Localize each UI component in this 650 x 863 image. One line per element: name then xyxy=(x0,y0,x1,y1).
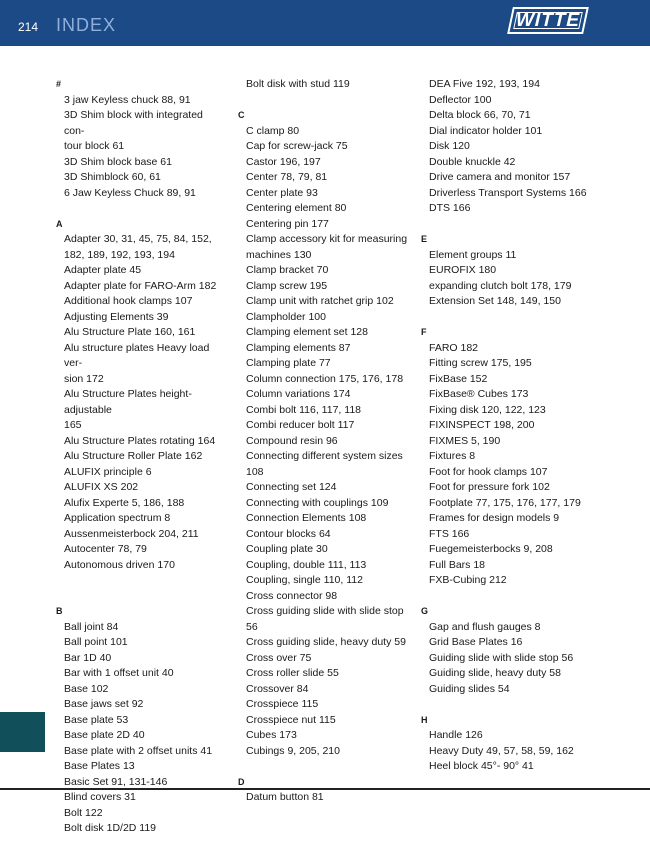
index-entry: FXB-Cubing 212 xyxy=(429,574,507,586)
index-entry: Bolt disk 1D/2D 119 xyxy=(64,822,157,834)
index-entry: FixBase 152 xyxy=(429,372,488,385)
index-entry: Autonomous driven 170 xyxy=(64,558,175,571)
index-entry: Column variations 174 xyxy=(246,388,351,400)
index-letter-heading: D xyxy=(238,776,245,787)
index-letter-heading: H xyxy=(421,714,428,725)
index-entry: machines 130 xyxy=(246,248,312,261)
index-entry: Cross connector 98 xyxy=(246,589,338,602)
index-entry: Handle 126 xyxy=(429,729,483,741)
index-group xyxy=(421,232,621,310)
index-group xyxy=(56,604,224,837)
index-entry: Alu Structure Plates rotating 164 xyxy=(64,434,216,447)
index-letter-heading: # xyxy=(56,79,62,89)
index-entry: Gap and flush gauges 8 xyxy=(429,620,541,633)
index-entry: Fixtures 8 xyxy=(429,450,476,462)
index-group xyxy=(421,713,621,775)
index-entry: FIXMES 5, 190 xyxy=(429,434,501,447)
index-entry: Blind covers 31 xyxy=(64,791,136,803)
index-entry: Connection Elements 108 xyxy=(246,512,367,524)
logo-text: WITTE xyxy=(515,9,581,31)
index-entry: Double knuckle 42 xyxy=(429,155,516,168)
index-group xyxy=(56,77,224,201)
index-entry: Foot for pressure fork 102 xyxy=(429,481,550,493)
index-entry: Additional hook clamps 107 xyxy=(64,295,193,307)
index-entry: Fitting screw 175, 195 xyxy=(429,357,532,369)
index-entry: 3D Shim block with integrated con- xyxy=(64,109,203,137)
index-entry: Cross guiding slide with slide stop 56 xyxy=(246,605,404,633)
index-entry: Coupling plate 30 xyxy=(246,543,328,555)
index-entry: Connecting set 124 xyxy=(246,481,337,493)
index-entry: Castor 196, 197 xyxy=(246,155,321,168)
index-entry: 3D Shimblock 60, 61 xyxy=(64,171,161,183)
index-entry: Cross over 75 xyxy=(246,651,312,664)
index-entry: Full Bars 18 xyxy=(429,558,486,571)
index-letter-heading: A xyxy=(56,218,63,229)
index-entry: Crosspiece 115 xyxy=(246,698,319,710)
index-entry: Cubes 173 xyxy=(246,729,297,741)
index-entry: Base plate 2D 40 xyxy=(64,729,145,741)
index-entry: Application spectrum 8 xyxy=(64,512,171,524)
index-entry: Center plate 93 xyxy=(246,186,318,199)
index-group xyxy=(238,775,416,806)
index-entry: Centering pin 177 xyxy=(246,217,329,230)
index-entry: FIXINSPECT 198, 200 xyxy=(429,419,535,431)
index-entry: Delta block 66, 70, 71 xyxy=(429,109,531,121)
index-entry: Frames for design models 9 xyxy=(429,512,560,524)
index-entry: Deflector 100 xyxy=(429,93,492,106)
index-entry: ALUFIX principle 6 xyxy=(64,465,152,478)
index-entry: Guiding slide with slide stop 56 xyxy=(429,651,574,664)
index-letter-heading: B xyxy=(56,606,63,616)
index-entry: Clamp bracket 70 xyxy=(246,264,329,276)
index-letter-heading: G xyxy=(421,606,429,616)
index-entry: Guiding slides 54 xyxy=(429,682,510,695)
index-entry: Alu structure plates Heavy load ver- xyxy=(64,341,210,369)
index-entry: Bar 1D 40 xyxy=(64,651,112,664)
index-entry: tour block 61 xyxy=(64,140,125,152)
index-entry: sion 172 xyxy=(64,372,104,385)
index-entry: 3 jaw Keyless chuck 88, 91 xyxy=(64,93,191,106)
index-entry: Grid Base Plates 16 xyxy=(429,636,523,648)
index-entry: Element groups 11 xyxy=(429,248,517,261)
index-group xyxy=(421,77,621,217)
index-entry: FixBase® Cubes 173 xyxy=(429,388,529,400)
footer-rule xyxy=(0,788,650,790)
index-entry: EUROFIX 180 xyxy=(429,264,497,276)
index-entry: Ball joint 84 xyxy=(64,620,119,633)
index-entry: Ball point 101 xyxy=(64,636,128,648)
index-entry xyxy=(56,573,224,589)
index-entry: Alu Structure Plate 160, 161 xyxy=(64,326,196,338)
index-column-3 xyxy=(421,77,621,790)
index-entry: Adjusting Elements 39 xyxy=(64,310,169,323)
index-entry: Compound resin 96 xyxy=(246,434,338,447)
index-entry: Clamp accessory kit for measuring xyxy=(246,233,408,245)
index-entry: Aussenmeisterbock 204, 211 xyxy=(64,527,199,540)
index-entry: Disk 120 xyxy=(429,140,470,152)
index-group xyxy=(238,108,416,759)
index-entry: 6 Jaw Keyless Chuck 89, 91 xyxy=(64,186,196,199)
index-entry: Cap for screw-jack 75 xyxy=(246,140,348,152)
index-entry: 165 xyxy=(64,419,82,431)
index-entry: Base 102 xyxy=(64,682,109,695)
index-entry: Coupling, single 110, 112 xyxy=(246,574,363,586)
index-entry: Heel block 45°- 90° 41 xyxy=(429,760,534,772)
index-entry: Base plate 53 xyxy=(64,713,129,726)
index-entry: Center 78, 79, 81 xyxy=(246,171,328,183)
index-letter-heading: E xyxy=(421,234,428,244)
index-group xyxy=(238,77,416,93)
index-entry: Adapter plate for FARO-Arm 182 xyxy=(64,279,217,292)
chapter-tab xyxy=(0,712,45,752)
index-entry: Fixing disk 120, 122, 123 xyxy=(429,403,546,416)
page-header xyxy=(0,0,650,46)
index-entry: Clamping plate 77 xyxy=(246,357,331,369)
index-entry: Clampholder 100 xyxy=(246,310,326,323)
index-entry: Guiding slide, heavy duty 58 xyxy=(429,667,561,679)
index-entry: Drive camera and monitor 157 xyxy=(429,171,571,183)
index-entry: Cubings 9, 205, 210 xyxy=(246,744,340,757)
index-entry: Centering element 80 xyxy=(246,202,347,214)
index-letter-heading: C xyxy=(238,110,245,120)
index-letter-heading: F xyxy=(421,327,427,337)
index-entry: DEA Five 192, 193, 194 xyxy=(429,78,540,90)
index-entry: Combi reducer bolt 117 xyxy=(246,419,355,431)
index-entry: Base jaws set 92 xyxy=(64,698,144,710)
index-entry: Cross roller slide 55 xyxy=(246,667,339,679)
index-entry: Alu Structure Plates height-adjustable xyxy=(64,388,192,416)
index-entry: DTS 166 xyxy=(429,202,471,214)
index-entry: Cross guiding slide, heavy duty 59 xyxy=(246,636,406,648)
index-column-1 xyxy=(56,77,224,852)
index-entry: Bolt disk with stud 119 xyxy=(246,78,350,90)
index-entry: Driverless Transport Systems 166 xyxy=(429,186,587,199)
index-entry: Heavy Duty 49, 57, 58, 59, 162 xyxy=(429,744,574,757)
index-entry: 3D Shim block base 61 xyxy=(64,155,172,168)
index-entry: Clamp screw 195 xyxy=(246,279,328,292)
index-column-2 xyxy=(238,77,416,821)
index-entry: FTS 166 xyxy=(429,527,470,540)
index-entry: Crossover 84 xyxy=(246,682,309,695)
index-entry: Extension Set 148, 149, 150 xyxy=(429,295,561,307)
index-entry: Autocenter 78, 79 xyxy=(64,543,147,555)
index-entry: Combi bolt 116, 117, 118 xyxy=(246,403,361,416)
index-entry: Alu Structure Roller Plate 162 xyxy=(64,450,203,462)
section-title: INDEX xyxy=(56,15,117,35)
index-entry: FARO 182 xyxy=(429,341,479,354)
index-entry: 182, 189, 192, 193, 194 xyxy=(64,248,175,261)
index-entry: Base plate with 2 offset units 41 xyxy=(64,744,213,757)
index-entry: expanding clutch bolt 178, 179 xyxy=(429,279,572,292)
index-group xyxy=(421,325,621,589)
index-entry: ALUFIX XS 202 xyxy=(64,481,139,493)
index-entry: Adapter plate 45 xyxy=(64,264,142,276)
index-entry: Foot for hook clamps 107 xyxy=(429,465,548,478)
index-entry: Column connection 175, 176, 178 xyxy=(246,372,404,385)
index-entry: Footplate 77, 175, 176, 177, 179 xyxy=(429,496,581,509)
index-entry: Dial indicator holder 101 xyxy=(429,124,543,137)
index-entry: Clamping elements 87 xyxy=(246,341,351,354)
index-entry: Basic Set 91, 131-146 xyxy=(64,775,168,788)
index-entry: Connecting different system sizes 108 xyxy=(246,450,403,478)
index-entry: C clamp 80 xyxy=(246,124,300,137)
page-number: 214 xyxy=(18,20,39,34)
index-entry: Connecting with couplings 109 xyxy=(246,496,389,509)
index-entry: Clamp unit with ratchet grip 102 xyxy=(246,295,394,307)
index-entry: Crosspiece nut 115 xyxy=(246,713,336,726)
index-entry: Clamping element set 128 xyxy=(246,326,368,338)
index-entry: Adapter 30, 31, 45, 75, 84, 152, xyxy=(64,233,212,245)
witte-logo xyxy=(507,7,589,34)
index-entry: Bar with 1 offset unit 40 xyxy=(64,667,174,679)
index-entry: Coupling, double 111, 113 xyxy=(246,558,367,571)
index-group xyxy=(56,217,224,589)
index-entry: Alufix Experte 5, 186, 188 xyxy=(64,496,185,509)
index-entry: Fuegemeisterbocks 9, 208 xyxy=(429,543,553,555)
index-entry: Contour blocks 64 xyxy=(246,527,331,540)
index-entry: Datum button 81 xyxy=(246,791,324,803)
index-group xyxy=(421,604,621,697)
index-entry: Bolt 122 xyxy=(64,806,103,819)
index-entry: Base Plates 13 xyxy=(64,760,135,772)
